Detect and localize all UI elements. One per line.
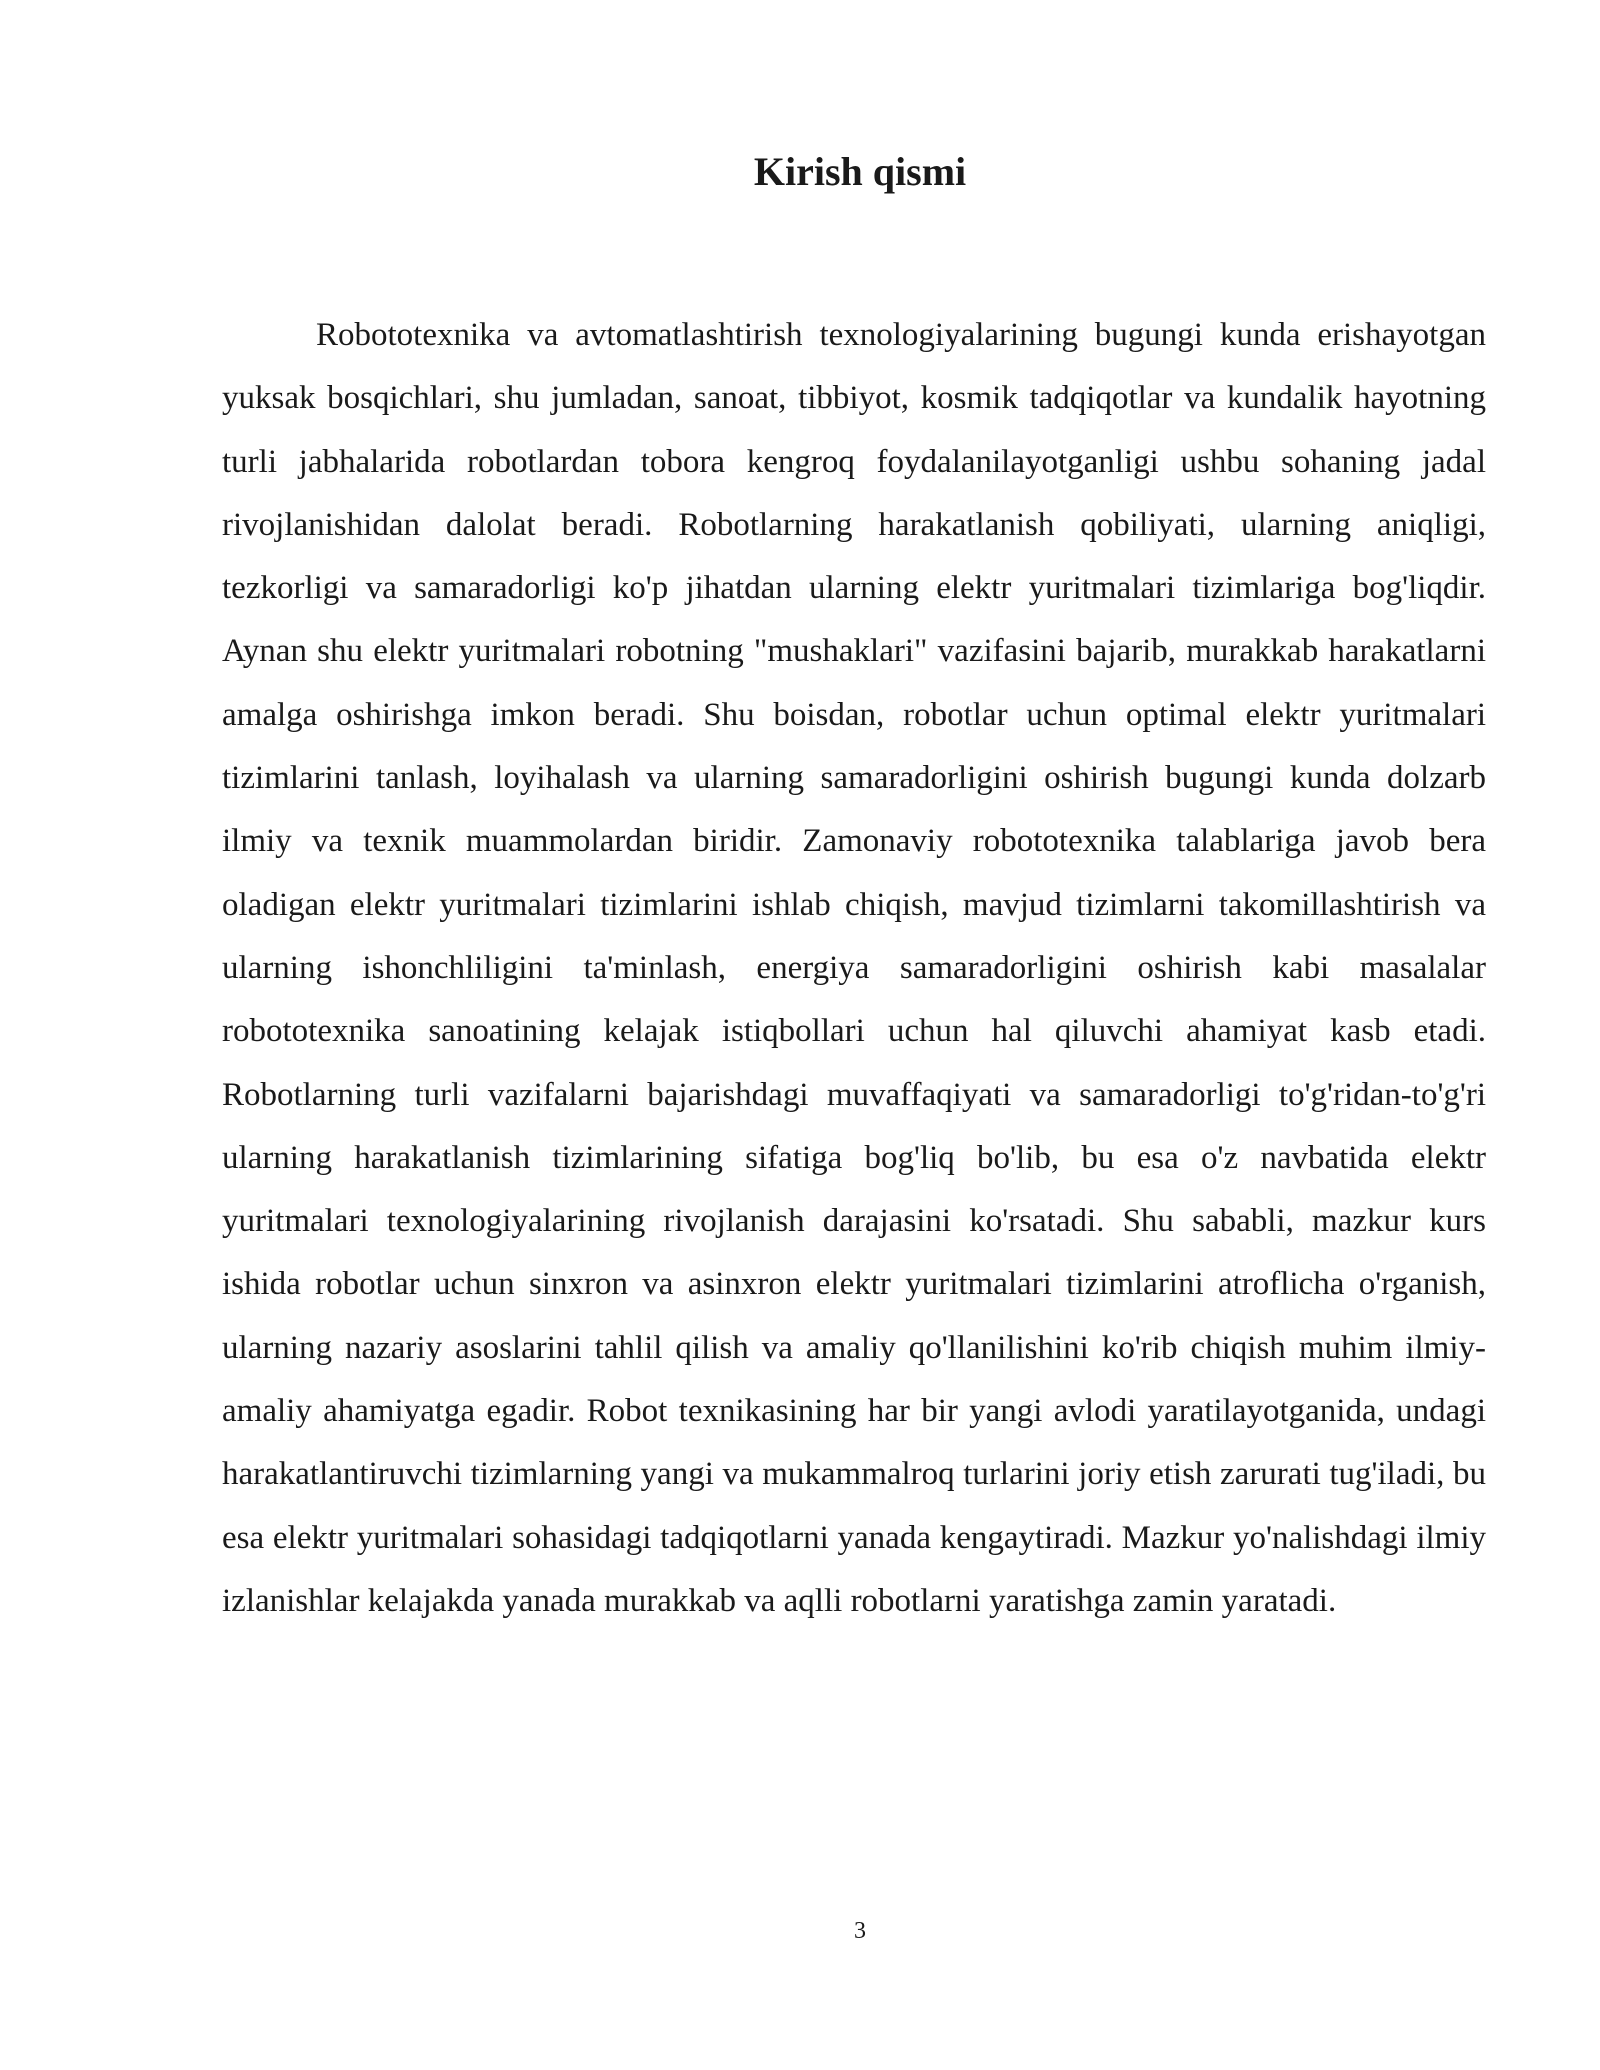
page-number: 3 bbox=[854, 1918, 866, 1944]
page-title: Kirish qismi bbox=[753, 149, 967, 194]
body-paragraph: Robototexnika va avtomatlashtirish texnologiyalarining bugungi kunda erishayotgan yuksak bosqichlari, shu jumladan, sanoat, tibbiyot, kosmik tadqiqotlar va kundalik hayotning turli jabhalarida robotlardan tobora kengroq foydalanilayotganligi ushbu sohaning jadal rivojlanishidan dalolat beradi. Robotlarning harakatlanish qobiliyati, ularning aniqligi, tezkorligi va samaradorligi ko'p jihatdan ularning elektr yuritmalari tizimlariga bog'liqdir. Aynan shu elektr yuritmalari robotning "mushaklari" vazifasini bajarib, murakkab harakatlarni amalga oshirishga imkon beradi. Shu boisdan, robotlar uchun optimal elektr yuritmalari tizimlarini tanlash, loyihalash va ularning samaradorligini oshirish bugungi kunda dolzarb ilmiy va texnik muammolardan biridir. Zamonaviy robototexnika talablariga javob bera oladigan elektr yuritmalari tizimlarini ishlab chiqish, mavjud tizimlarni takomillashtirish va ularning ishonchliligini ta'minlash, energiya samaradorligini oshirish kabi masalalar robototexnika sanoatining kelajak istiqbollari uchun hal qiluvchi ahamiyat kasb etadi. Robotlarning turli vazifalarni bajarishdagi muvaffaqiyati va samaradorligi to'g'ridan-to'g'ri ularning harakatlanish tizimlarining sifatiga bog'liq bo'lib, bu esa o'z navbatida elektr yuritmalari texnologiyalarining rivojlanish darajasini ko'rsatadi. Shu sababli, mazkur kurs ishida robotlar uchun sinxron va asinxron elektr yuritmalari tizimlarini atroflicha o'rganish, ularning nazariy asoslarini tahlil qilish va amaliy qo'llanilishini ko'rib chiqish muhim ilmiy-amaliy ahamiyatga egadir. Robot texnikasining har bir yangi avlodi yaratilayotganida, undagi harakatlantiruvchi tizimlarning yangi va mukammalroq turlarini joriy etish zarurati tug'iladi, bu esa elektr yuritmalari sohasidagi tadqiqotlarni yanada kengaytiradi. Mazkur yo'nalishdagi ilmiy izlanishlar kelajakda yanada murakkab va aqlli robotlarni yaratishga zamin yaratadi. bbox=[222, 317, 1486, 1619]
